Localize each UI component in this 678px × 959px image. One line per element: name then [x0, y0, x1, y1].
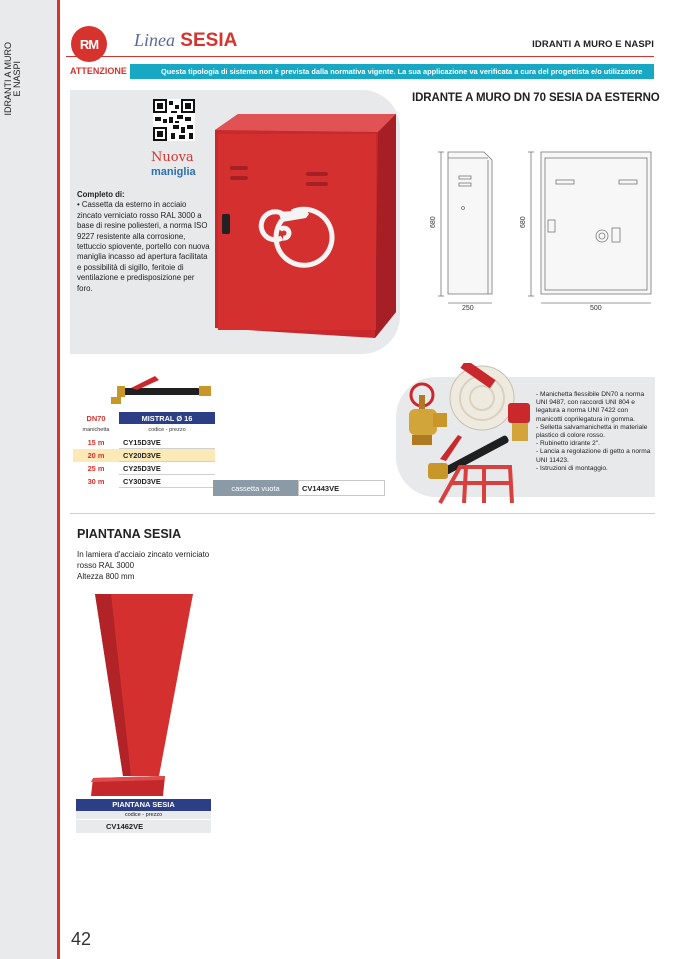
row-code: CY25D3VE: [119, 462, 215, 475]
technical-drawing: [426, 148, 656, 313]
codes-col2-header: MISTRAL Ø 16: [119, 412, 215, 424]
row-length: 30 m: [87, 476, 105, 486]
piantana-desc-line3: Altezza 800 mm: [77, 572, 135, 581]
badge-new: Nuova: [151, 150, 194, 165]
piantana-table-header: PIANTANA SESIA: [76, 799, 211, 811]
table-row: [73, 475, 215, 488]
list-item: - Selletta salvamanichetta in materiale plastico di colore rosso.: [536, 423, 648, 440]
desc-body: • Cassetta da esterno in acciaio zincato verniciato rosso RAL 3000 a base di resine poliesteri, a norma ISO 9227 resistente alla corrosione, tettuccio spiovente, portello con nuova maniglia incasso ad apertura facilitata e possibilità di sigillo, feritoie di ventilazione e predisposizione per foro.: [77, 200, 210, 293]
qr-code-icon[interactable]: [153, 99, 195, 141]
codes-col1-header: DN70: [86, 413, 106, 423]
dim-height-left: 680: [430, 216, 437, 228]
empty-box-label: cassetta vuota: [213, 480, 298, 496]
section-title: IDRANTI A MURO E NASPI: [532, 39, 654, 50]
table-row: [73, 436, 215, 449]
nozzle-image: [111, 372, 213, 410]
list-item: - Istruzioni di montaggio.: [536, 464, 608, 472]
product-description: [77, 190, 212, 294]
brand-title: [134, 30, 237, 52]
product-title: IDRANTE A MURO DN 70 SESIA DA ESTERNO: [412, 92, 660, 104]
dim-depth: 250: [462, 305, 474, 312]
row-length: 15 m: [87, 437, 105, 447]
section-divider: [70, 513, 655, 514]
brand-logo: RM: [71, 26, 107, 62]
row-length: 25 m: [87, 463, 105, 473]
piantana-desc-line1: In lamiera d'acciaio zincato verniciato: [77, 550, 210, 559]
piantana-image: [89, 590, 201, 800]
desc-intro: Completo di:: [77, 190, 125, 199]
header-divider: [66, 56, 654, 57]
piantana-code: CV1462VE: [76, 819, 211, 833]
codes-col1-sub: manichetta: [82, 427, 110, 433]
list-item: - Rubinetto idrante 2".: [536, 440, 600, 448]
piantana-table: [76, 799, 211, 833]
brand-name: SESIA: [180, 30, 238, 51]
page-number: 42: [71, 929, 92, 949]
badge-handle: maniglia: [151, 166, 196, 178]
row-code: CY30D3VE: [119, 475, 215, 488]
table-row: [73, 462, 215, 475]
attention-banner: Questa tipologia di sistema non è prevista dalla normativa vigente. La sua applicazione va verificata a cura del progettista e/o utilizzatore: [130, 64, 654, 79]
piantana-title: PIANTANA SESIA: [77, 527, 182, 541]
piantana-description: [77, 549, 209, 582]
sidebar: [0, 0, 57, 959]
row-code: CY15D3VE: [119, 436, 215, 449]
piantana-table-sub: codice - prezzo: [76, 811, 211, 819]
hydrant-cabinet-image: [210, 110, 400, 345]
list-item: - Manichetta flessibile DN70 a norma UNI 9487, con raccordi UNI 804 e legatura a norma UNI 7422 con manicotti coprilegatura in gomma.: [536, 391, 645, 423]
row-length: 20 m: [87, 450, 105, 460]
brand-prefix: Linea: [134, 30, 176, 50]
codes-table: [73, 412, 215, 488]
empty-box-code: CV1443VE: [298, 480, 385, 496]
kit-contents-list: [536, 391, 654, 473]
dim-height-right: 680: [520, 216, 527, 228]
sidebar-label-line1: IDRANTI A MURO: [3, 42, 13, 116]
sidebar-label-line2: E NASPI: [12, 61, 22, 97]
table-row: [73, 449, 215, 462]
sidebar-divider: [57, 0, 60, 959]
piantana-desc-line2: rosso RAL 3000: [77, 561, 135, 570]
kit-accessories-image: [400, 363, 540, 513]
sidebar-label: [4, 42, 28, 116]
row-code: CY20D3VE: [119, 449, 215, 462]
list-item: - Lancia a regolazione di getto a norma UNI 11423.: [536, 448, 651, 464]
attention-label: ATTENZIONE: [70, 66, 127, 76]
codes-col2-sub: codice - prezzo: [148, 427, 186, 433]
dim-width: 500: [590, 305, 602, 312]
